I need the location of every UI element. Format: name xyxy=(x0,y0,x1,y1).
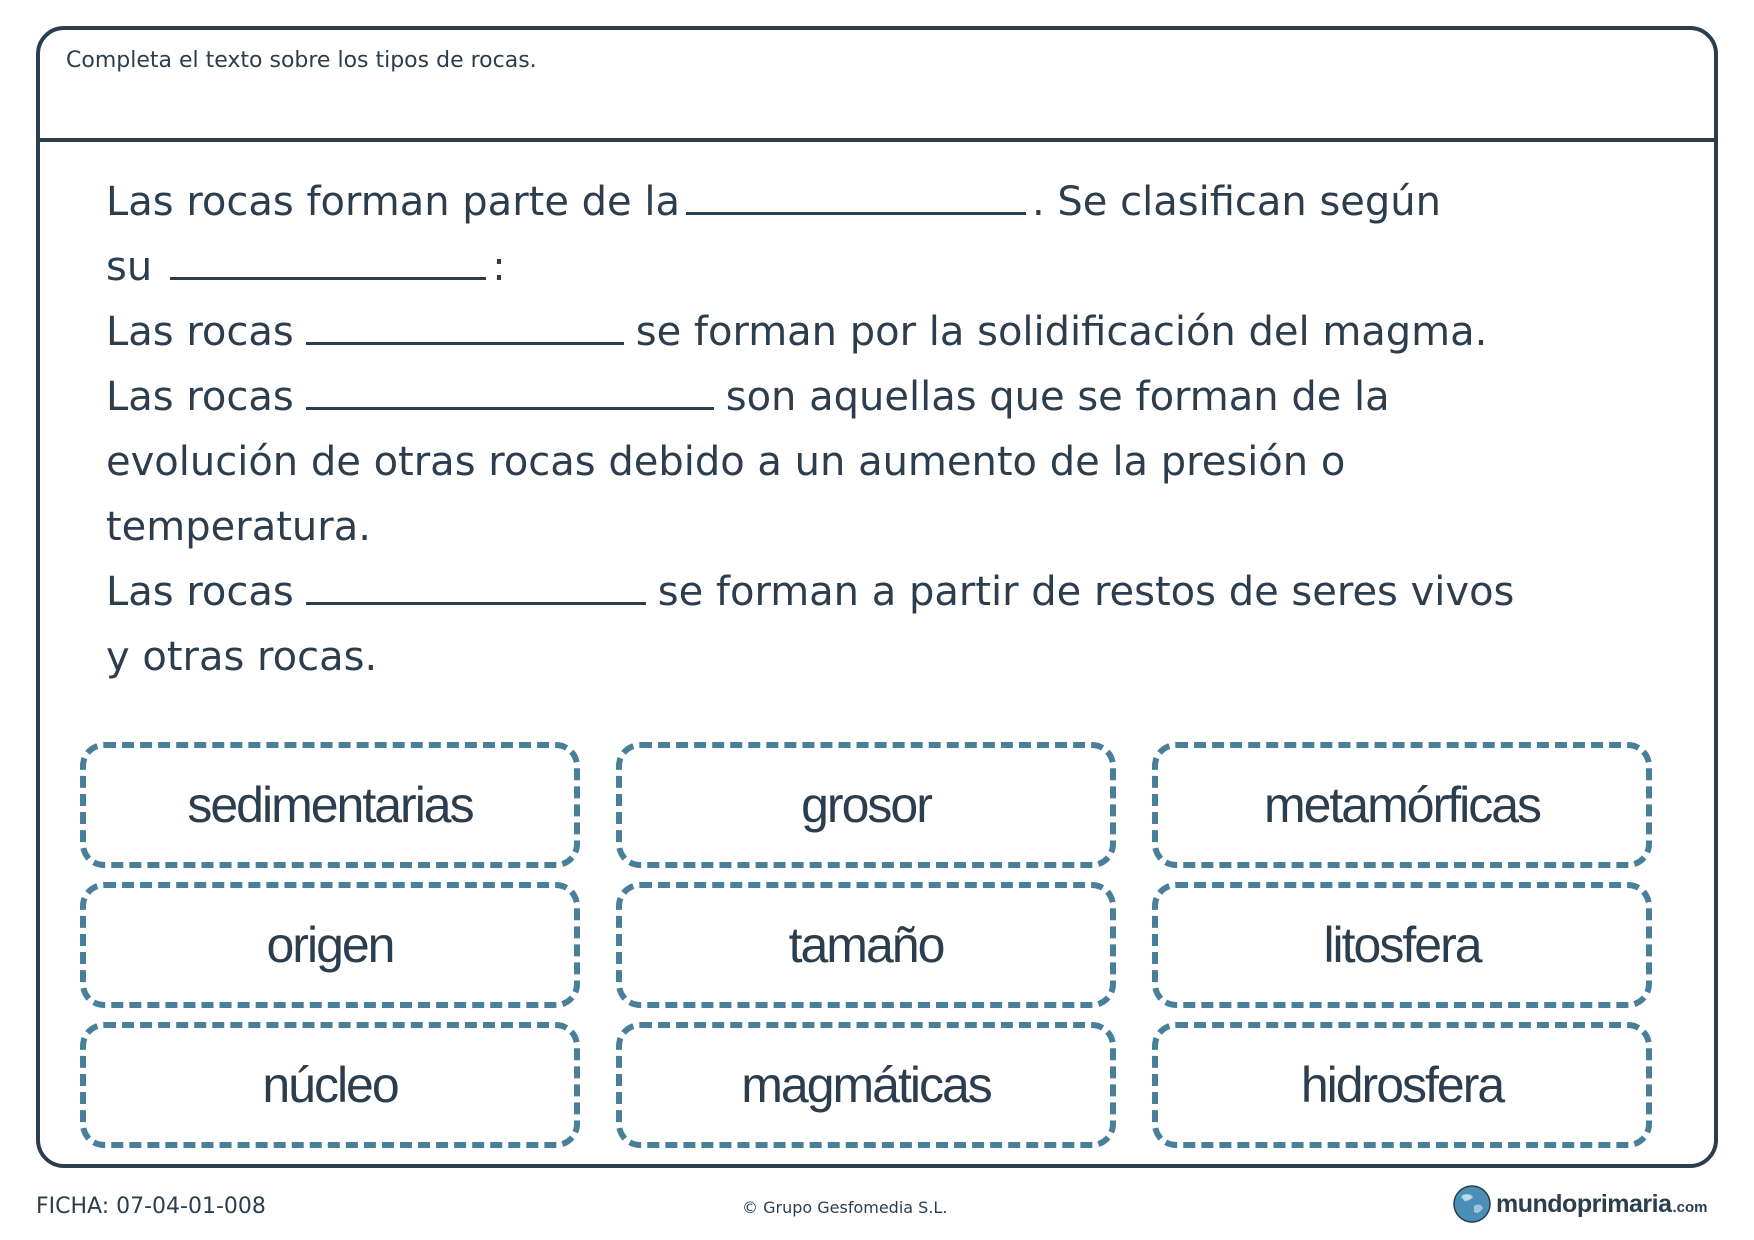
text-line-1 xyxy=(106,170,1666,235)
answer-blank-4[interactable] xyxy=(306,377,714,410)
answer-blank-3[interactable] xyxy=(306,312,624,345)
text-segment: Las rocas forman parte de la xyxy=(106,179,680,225)
fill-in-text xyxy=(106,170,1666,690)
text-line-3 xyxy=(106,300,1666,365)
worksheet-card xyxy=(36,26,1718,1168)
word-card-litosfera[interactable]: litosfera xyxy=(1152,882,1652,1008)
copyright-text: © Grupo Gesfomedia S.L. xyxy=(742,1198,948,1217)
answer-blank-2[interactable] xyxy=(170,247,486,280)
word-card-magmaticas[interactable]: magmáticas xyxy=(616,1022,1116,1148)
word-card-nucleo[interactable]: núcleo xyxy=(80,1022,580,1148)
word-card-sedimentarias[interactable]: sedimentarias xyxy=(80,742,580,868)
text-segment: se forman por la solidificación del magma. xyxy=(635,309,1488,355)
word-card-origen[interactable]: origen xyxy=(80,882,580,1008)
answer-blank-5[interactable] xyxy=(306,572,646,605)
text-line-7 xyxy=(106,560,1666,625)
word-bank xyxy=(80,742,1652,1148)
globe-icon xyxy=(1452,1184,1492,1224)
text-line-2 xyxy=(106,235,1666,300)
instruction-text: Completa el texto sobre los tipos de rocas. xyxy=(66,48,537,73)
text-segment: . Se clasifican según xyxy=(1031,179,1442,225)
text-segment: son aquellas que se forman de la xyxy=(725,374,1390,420)
text-line-8: y otras rocas. xyxy=(106,634,378,680)
instruction-header xyxy=(40,30,1714,142)
text-line-6: temperatura. xyxy=(106,504,371,550)
text-segment: se forman a partir de restos de seres vivos xyxy=(657,569,1515,615)
text-segment: Las rocas xyxy=(106,569,294,615)
text-segment: : xyxy=(492,244,506,290)
word-card-metamorficas[interactable]: metamórficas xyxy=(1152,742,1652,868)
word-card-tamano[interactable]: tamaño xyxy=(616,882,1116,1008)
word-card-grosor[interactable]: grosor xyxy=(616,742,1116,868)
brand-name: mundoprimaria xyxy=(1496,1189,1672,1218)
text-segment: Las rocas xyxy=(106,309,294,355)
brand-tld: .com xyxy=(1672,1198,1708,1216)
text-segment: su xyxy=(106,244,153,290)
text-line-4 xyxy=(106,365,1666,430)
answer-blank-1[interactable] xyxy=(686,182,1026,215)
text-line-5: evolución de otras rocas debido a un aumento de la presión o xyxy=(106,439,1346,485)
brand-logo[interactable] xyxy=(1452,1184,1708,1224)
ficha-code: FICHA: 07-04-01-008 xyxy=(36,1194,266,1219)
word-card-hidrosfera[interactable]: hidrosfera xyxy=(1152,1022,1652,1148)
text-segment: Las rocas xyxy=(106,374,294,420)
